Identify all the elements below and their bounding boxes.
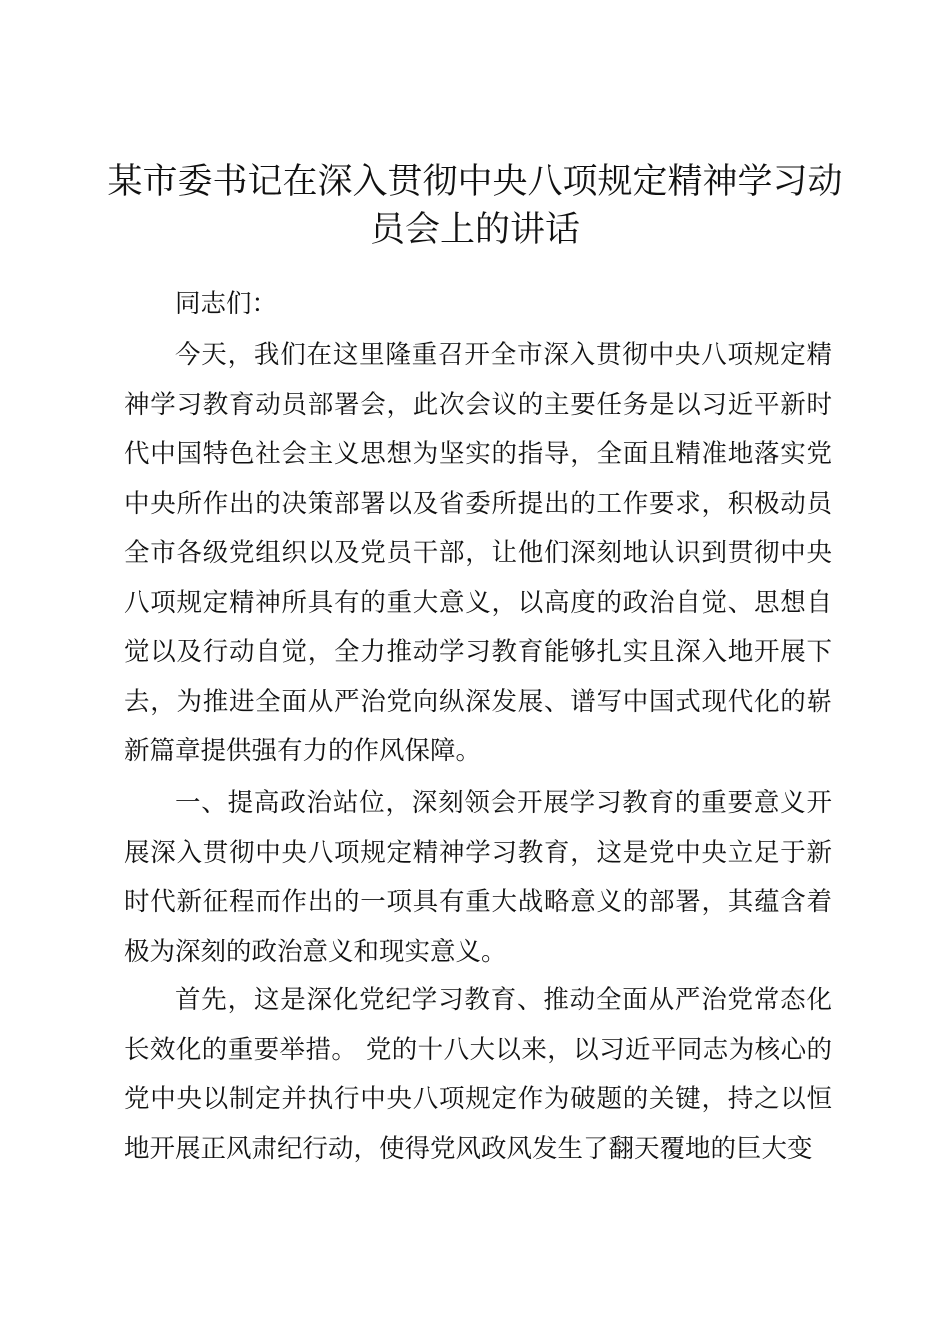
document-title: 某市委书记在深入贯彻中央八项规定精神学习动员会上的讲话: [107, 162, 843, 250]
paragraph-first-point: 首先，这是深化党纪学习教育、推动全面从严治党常态化长效化的重要举措。 党的十八大以来，以习近平同志为核心的党中央以制定并执行中央八项规定作为破题的关键，持之以恒地开展正风肃纪行动，使得党风政风发生了翻天覆地的巨大变: [124, 985, 832, 1164]
paragraph-section-one: 一、提高政治站位，深刻领会开展学习教育的重要意义开展深入贯彻中央八项规定精神学习教育，这是党中央立足于新时代新征程而作出的一项具有重大战略意义的部署，其蕴含着极为深刻的政治意义和现实意义。: [124, 788, 832, 967]
paragraph-intro: 今天，我们在这里隆重召开全市深入贯彻中央八项规定精神学习教育动员部署会，此次会议的主要任务是以习近平新时代中国特色社会主义思想为坚实的指导，全面且精准地落实党中央所作出的决策部署以及省委所提出的工作要求，积极动员全市各级党组织以及党员干部，让他们深刻地认识到贯彻中央八项规定精神所具有的重大意义，以高度的政治自觉、思想自觉以及行动自觉，全力推动学习教育能够扎实且深入地开展下去，为推进全面从严治党向纵深发展、谱写中国式现代化的崭新篇章提供强有力的作风保障。: [124, 340, 832, 766]
salutation: 同志们：: [175, 289, 278, 319]
